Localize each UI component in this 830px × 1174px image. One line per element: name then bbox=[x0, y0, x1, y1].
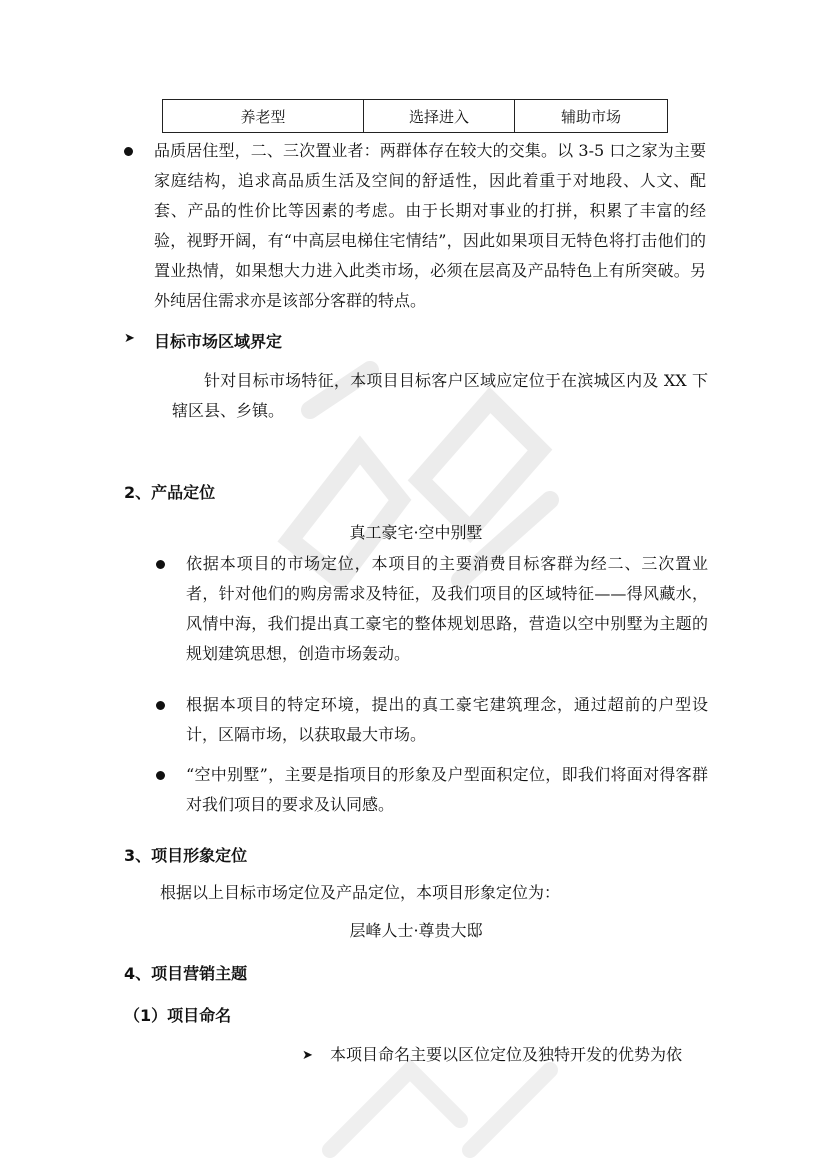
bullet-dot-icon bbox=[156, 560, 165, 569]
table-row bbox=[163, 100, 668, 133]
project-naming-text: 本项目命名主要以区位定位及独特开发的优势为依 bbox=[330, 1045, 683, 1064]
table-cell-market: 辅助市场 bbox=[515, 100, 668, 133]
table-cell-type: 养老型 bbox=[163, 100, 364, 133]
bullet-dot-icon bbox=[124, 147, 133, 156]
table-cell-entry: 选择进入 bbox=[364, 100, 515, 133]
project-naming-subheading: （1）项目命名 bbox=[124, 1006, 232, 1025]
image-positioning-heading: 3、项目形象定位 bbox=[124, 846, 248, 865]
target-area-heading: 目标市场区域界定 bbox=[154, 332, 283, 351]
product-bullet-1: 依据本项目的市场定位，本项目的主要消费目标客群为经二、三次置业者，针对他们的购房需求及特征，及我们项目的区域特征——得风藏水，风情中海，我们提出真工豪宅的整体规划思路，营造以空中别墅为主题的规划建筑思想，创造市场轰动。 bbox=[186, 554, 708, 663]
arrow-right-icon: ➤ bbox=[124, 331, 135, 346]
watermark-graphic-bottom bbox=[300, 1010, 600, 1170]
product-positioning-heading: 2、产品定位 bbox=[124, 483, 216, 502]
target-area-text: 针对目标市场特征，本项目目标客户区域应定位于在滨城区内及 XX 下辖区县、乡镇。 bbox=[172, 371, 708, 420]
product-slogan: 真工豪宅·空中别墅 bbox=[349, 523, 483, 542]
bullet-quality-residential: 品质居住型，二、三次置业者：两群体存在较大的交集。以 3-5 口之家为主要家庭结构，追求高品质生活及空间的舒适性，因此着重于对地段、人文、配套、产品的性价比等因素的考虑。由于长期对事业的打拼，积累了丰富的经验，视野开阔，有“中高层电梯住宅情结”，因此如果项目无特色将打击他们的置业热情，如果想大力进入此类市场，必须在层高及产品特色上有所突破。另外纯居住需求亦是该部分客群的特点。 bbox=[154, 141, 706, 310]
bullet-dot-icon bbox=[156, 701, 165, 710]
image-positioning-text: 根据以上目标市场定位及产品定位，本项目形象定位为： bbox=[160, 883, 561, 902]
arrow-right-icon: ➤ bbox=[302, 1048, 313, 1063]
customer-type-table bbox=[162, 99, 668, 133]
product-bullet-2: 根据本项目的特定环境，提出的真工豪宅建筑理念，通过超前的户型设计，区隔市场，以获取最大市场。 bbox=[186, 695, 708, 744]
bullet-dot-icon bbox=[156, 771, 165, 780]
marketing-theme-heading: 4、项目营销主题 bbox=[124, 964, 248, 983]
image-slogan: 层峰人士·尊贵大邸 bbox=[349, 921, 483, 940]
product-bullet-3: “空中别墅”，主要是指项目的形象及户型面积定位，即我们将面对得客群对我们项目的要求及认同感。 bbox=[186, 765, 708, 814]
